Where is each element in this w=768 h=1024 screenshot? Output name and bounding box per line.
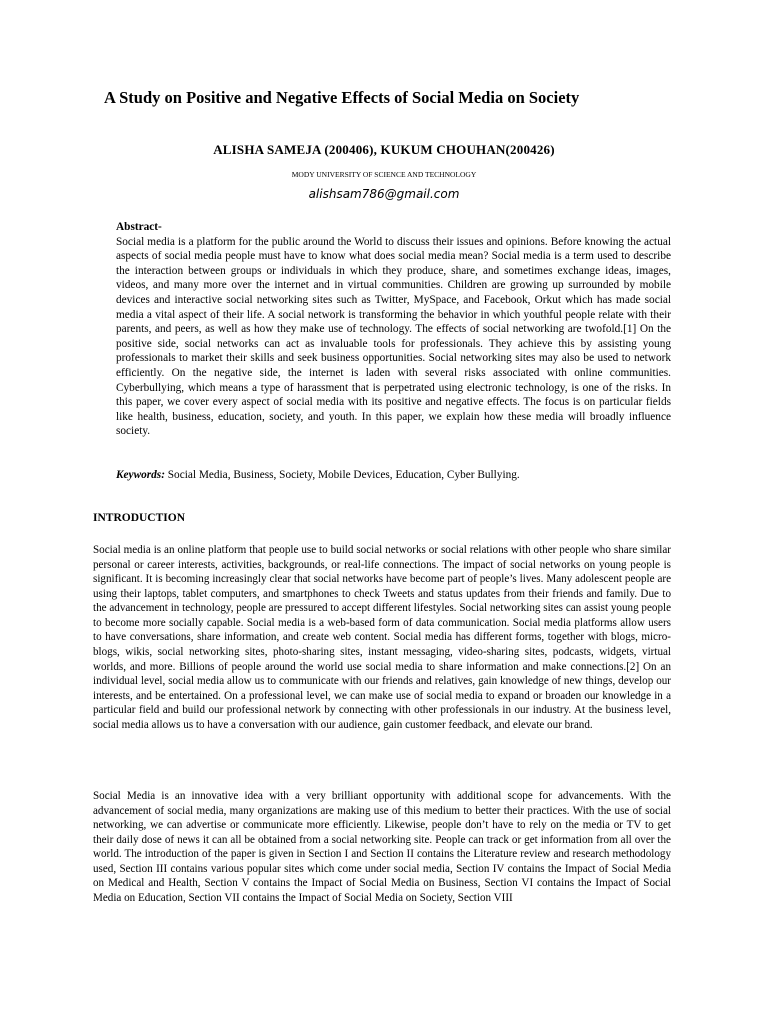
keywords-text: Social Media, Business, Society, Mobile Devices, Education, Cyber Bullying. bbox=[164, 469, 520, 481]
introduction-paragraph: Social media is an online platform that people use to build social networks or social relations with other people who share similar personal or career interests, activities, backgrounds, or real-life connections. The impact of social networks on young people is significant. It is becoming increasingly clear that social networks have become part of people’s lives. Many adolescent people are using their laptops, tablet computers, and smartphones to check Tweets and status updates from their friends and family. Due to the advancement in technology, people are pressured to accept different lifestyles. Social networking sites can assist young people to become more socially capable. Social media is a web-based form of data communication. Social media platforms allow users to have conversations, share information, and create web content. Social media has different forms, together with blogs, micro-blogs, wikis, social networking sites, photo-sharing sites, instant messaging, video-sharing sites, podcasts, widgets, virtual worlds, and more. Billions of people around the world use social media to share information and make connections.[2] On an individual level, social media allow us to communicate with our friends and relatives, gain knowledge of new things, develop our interests, and be entertained. On a professional level, we can make use of social media to expand or broaden our knowledge in a particular field and build our professional network by connecting with other professionals in our industry. At the business level, social media allows us to have a conversation with our audience, gain customer feedback, and elevate our brand. bbox=[93, 544, 671, 731]
abstract-heading: Abstract- bbox=[116, 221, 162, 233]
paper-authors: ALISHA SAMEJA (200406), KUKUM CHOUHAN(200426) bbox=[213, 142, 555, 157]
introduction-paragraph: Social Media is an innovative idea with a very brilliant opportunity with additional scope for advancements. With the advancement of social media, many organizations are making use of this medium to better their practices. With the use of social networking, we can advertise or communicate more efficiently. Likewise, people don’t have to rely on the media or TV to get their daily dose of news it can all be obtained from a social networking site. People can track or get information from all over the world. The introduction of the paper is given in Section I and Section II contains the Literature review and research methodology used, Section III contains various popular sites which come under social media, Section IV contains the Impact of Social Media on Medical and Health, Section V contains the Impact of Social Media on Business, Section VI contains the Impact of Social Media on Education, Section VII contains the Impact of Social Media on Society, Section VIII bbox=[93, 790, 671, 905]
abstract-section bbox=[116, 220, 671, 439]
keywords-label: Keywords: bbox=[116, 469, 165, 481]
introduction-heading: INTRODUCTION bbox=[93, 512, 186, 524]
paper-affiliation: MODY UNIVERSITY OF SCIENCE AND TECHNOLOGY bbox=[291, 170, 477, 179]
abstract-text: Social media is a platform for the public around the World to discuss their issues and opinions. Before knowing the actual aspects of social media people must have to know what does social media mean? Social media is a term used to describe the interaction between groups or individuals in which they produce, share, and sometimes exchange ideas, images, videos, and many more over the internet and in virtual communities. Children are growing up surrounded by mobile devices and interactive social networking sites such as Twitter, MySpace, and Facebook, Orkut which has made social media a vital aspect of their life. A social network is transforming the behavior in which youthful people relate with their parents, and peers, as well as how they make use of technology. The effects of social networking are twofold.[1] On the positive side, social networks can act as invaluable tools for professionals. They achieve this by assisting young professionals to market their skills and seek business opportunities. Social networking sites may also be used to network efficiently. On the negative side, the internet is laden with several risks associated with online communities. Cyberbullying, which means a type of harassment that is perpetrated using electronic technology, is one of the risks. In this paper, we cover every aspect of social media with its positive and negative effects. The focus is on particular fields like health, business, education, society, and youth. In this paper, we explain how these media will broadly influence society. bbox=[116, 235, 671, 438]
paper-title: A Study on Positive and Negative Effects of Social Media on Society bbox=[104, 88, 580, 107]
keywords-line bbox=[116, 468, 676, 482]
author-email: alishsam786@gmail.com bbox=[308, 187, 460, 201]
